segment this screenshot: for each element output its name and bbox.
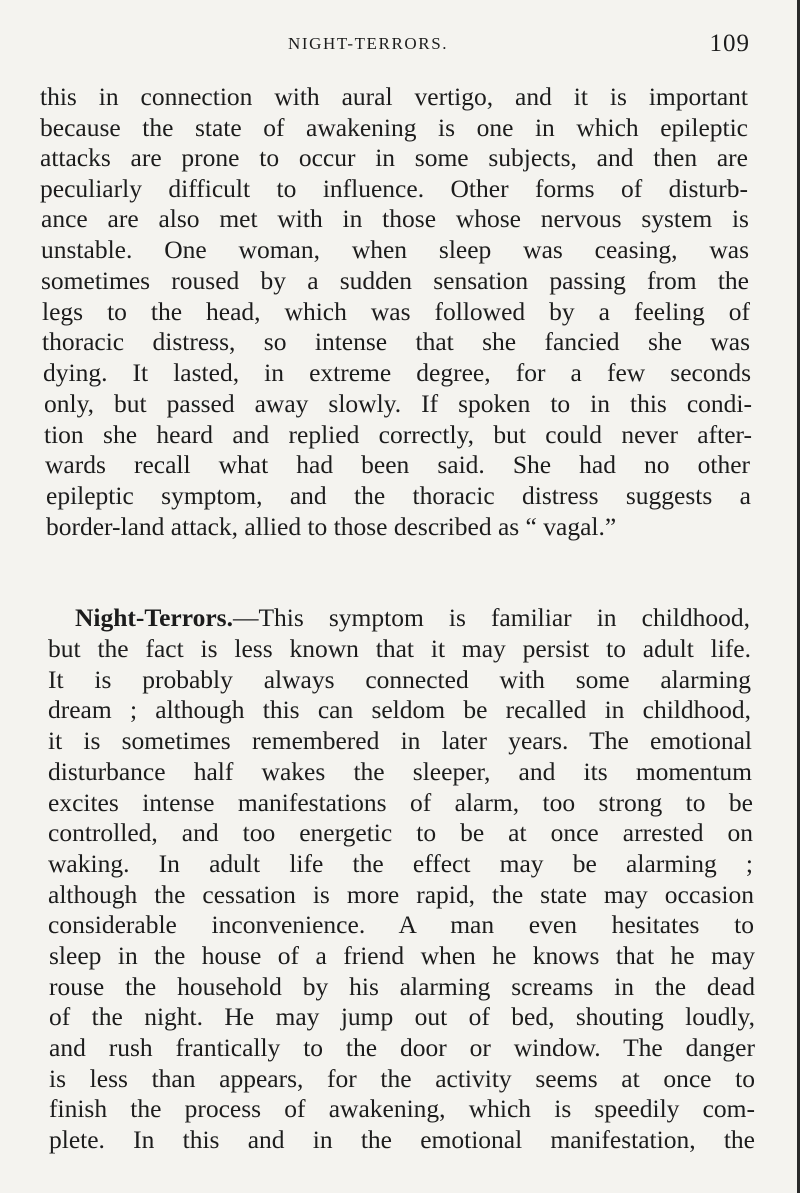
- text-line: controlled, and too energetic to be at once arrested on: [48, 818, 753, 847]
- text-line: plete. In this and in the emotional manifestation, the: [49, 1125, 755, 1154]
- text-line: finish the process of awakening, which is speedily com-: [49, 1094, 755, 1123]
- text-line: this in connection with aural vertigo, and it is important: [40, 82, 748, 111]
- text-line: and rush frantically to the door or window. The danger: [49, 1033, 755, 1062]
- text-line: is less than appears, for the activity seems at once to: [49, 1064, 755, 1093]
- text-line: unstable. One woman, when sleep was ceasing, was: [41, 235, 749, 264]
- text-line: sometimes roused by a sudden sensation passing from the: [41, 266, 749, 295]
- text-line: of the night. He may jump out of bed, shouting loudly,: [49, 1002, 755, 1031]
- text-line: wards recall what had been said. She had no other: [45, 450, 750, 479]
- text-line: ance are also met with in those whose nervous system is: [41, 204, 749, 233]
- page-header: [0, 32, 800, 62]
- text-line: thoracic distress, so intense that she fancied she was: [42, 327, 750, 356]
- text-line: but the fact is less known that it may persist to adult life.: [48, 634, 751, 663]
- text-line: It is probably always connected with some alarming: [48, 665, 751, 694]
- text-line: peculiarly difficult to influence. Other forms of disturb-: [40, 174, 748, 203]
- text-line: considerable inconvenience. A man even hesitates to: [48, 910, 754, 939]
- text-line: waking. In adult life the effect may be alarming ;: [48, 849, 753, 878]
- page-number: 109: [709, 30, 750, 57]
- text-line: dream ; although this can seldom be recalled in childhood,: [48, 695, 751, 724]
- text-line: because the state of awakening is one in which epileptic: [40, 113, 748, 142]
- text-line: sleep in the house of a friend when he knows that he may: [49, 941, 755, 970]
- text-line: dying. It lasted, in extreme degree, for a few seconds: [43, 358, 751, 387]
- text-line: tion she heard and replied correctly, but could never after-: [44, 420, 752, 449]
- text-line: attacks are prone to occur in some subjects, and then are: [40, 143, 748, 172]
- text-line: excites intense manifestations of alarm, too strong to be: [48, 788, 753, 817]
- text-line: although the cessation is more rapid, the state may occasion: [48, 880, 754, 909]
- text-line: rouse the household by his alarming screams in the dead: [49, 972, 755, 1001]
- text-run: —This symptom is familiar in childhood,: [232, 603, 750, 632]
- text-line: legs to the head, which was followed by a feeling of: [42, 297, 750, 326]
- text-line: border-land attack, allied to those described as “ vagal.”: [46, 512, 617, 541]
- running-head: NIGHT-TERRORS.: [288, 34, 449, 53]
- text-line: [75, 602, 750, 633]
- text-line: disturbance half wakes the sleeper, and its momentum: [48, 757, 752, 786]
- text-line: epileptic symptom, and the thoracic distress suggests a: [46, 481, 751, 510]
- section-heading: Night-Terrors.: [75, 603, 233, 632]
- text-line: only, but passed away slowly. If spoken to in this condi-: [44, 389, 752, 418]
- text-line: it is sometimes remembered in later years. The emotional: [48, 726, 752, 755]
